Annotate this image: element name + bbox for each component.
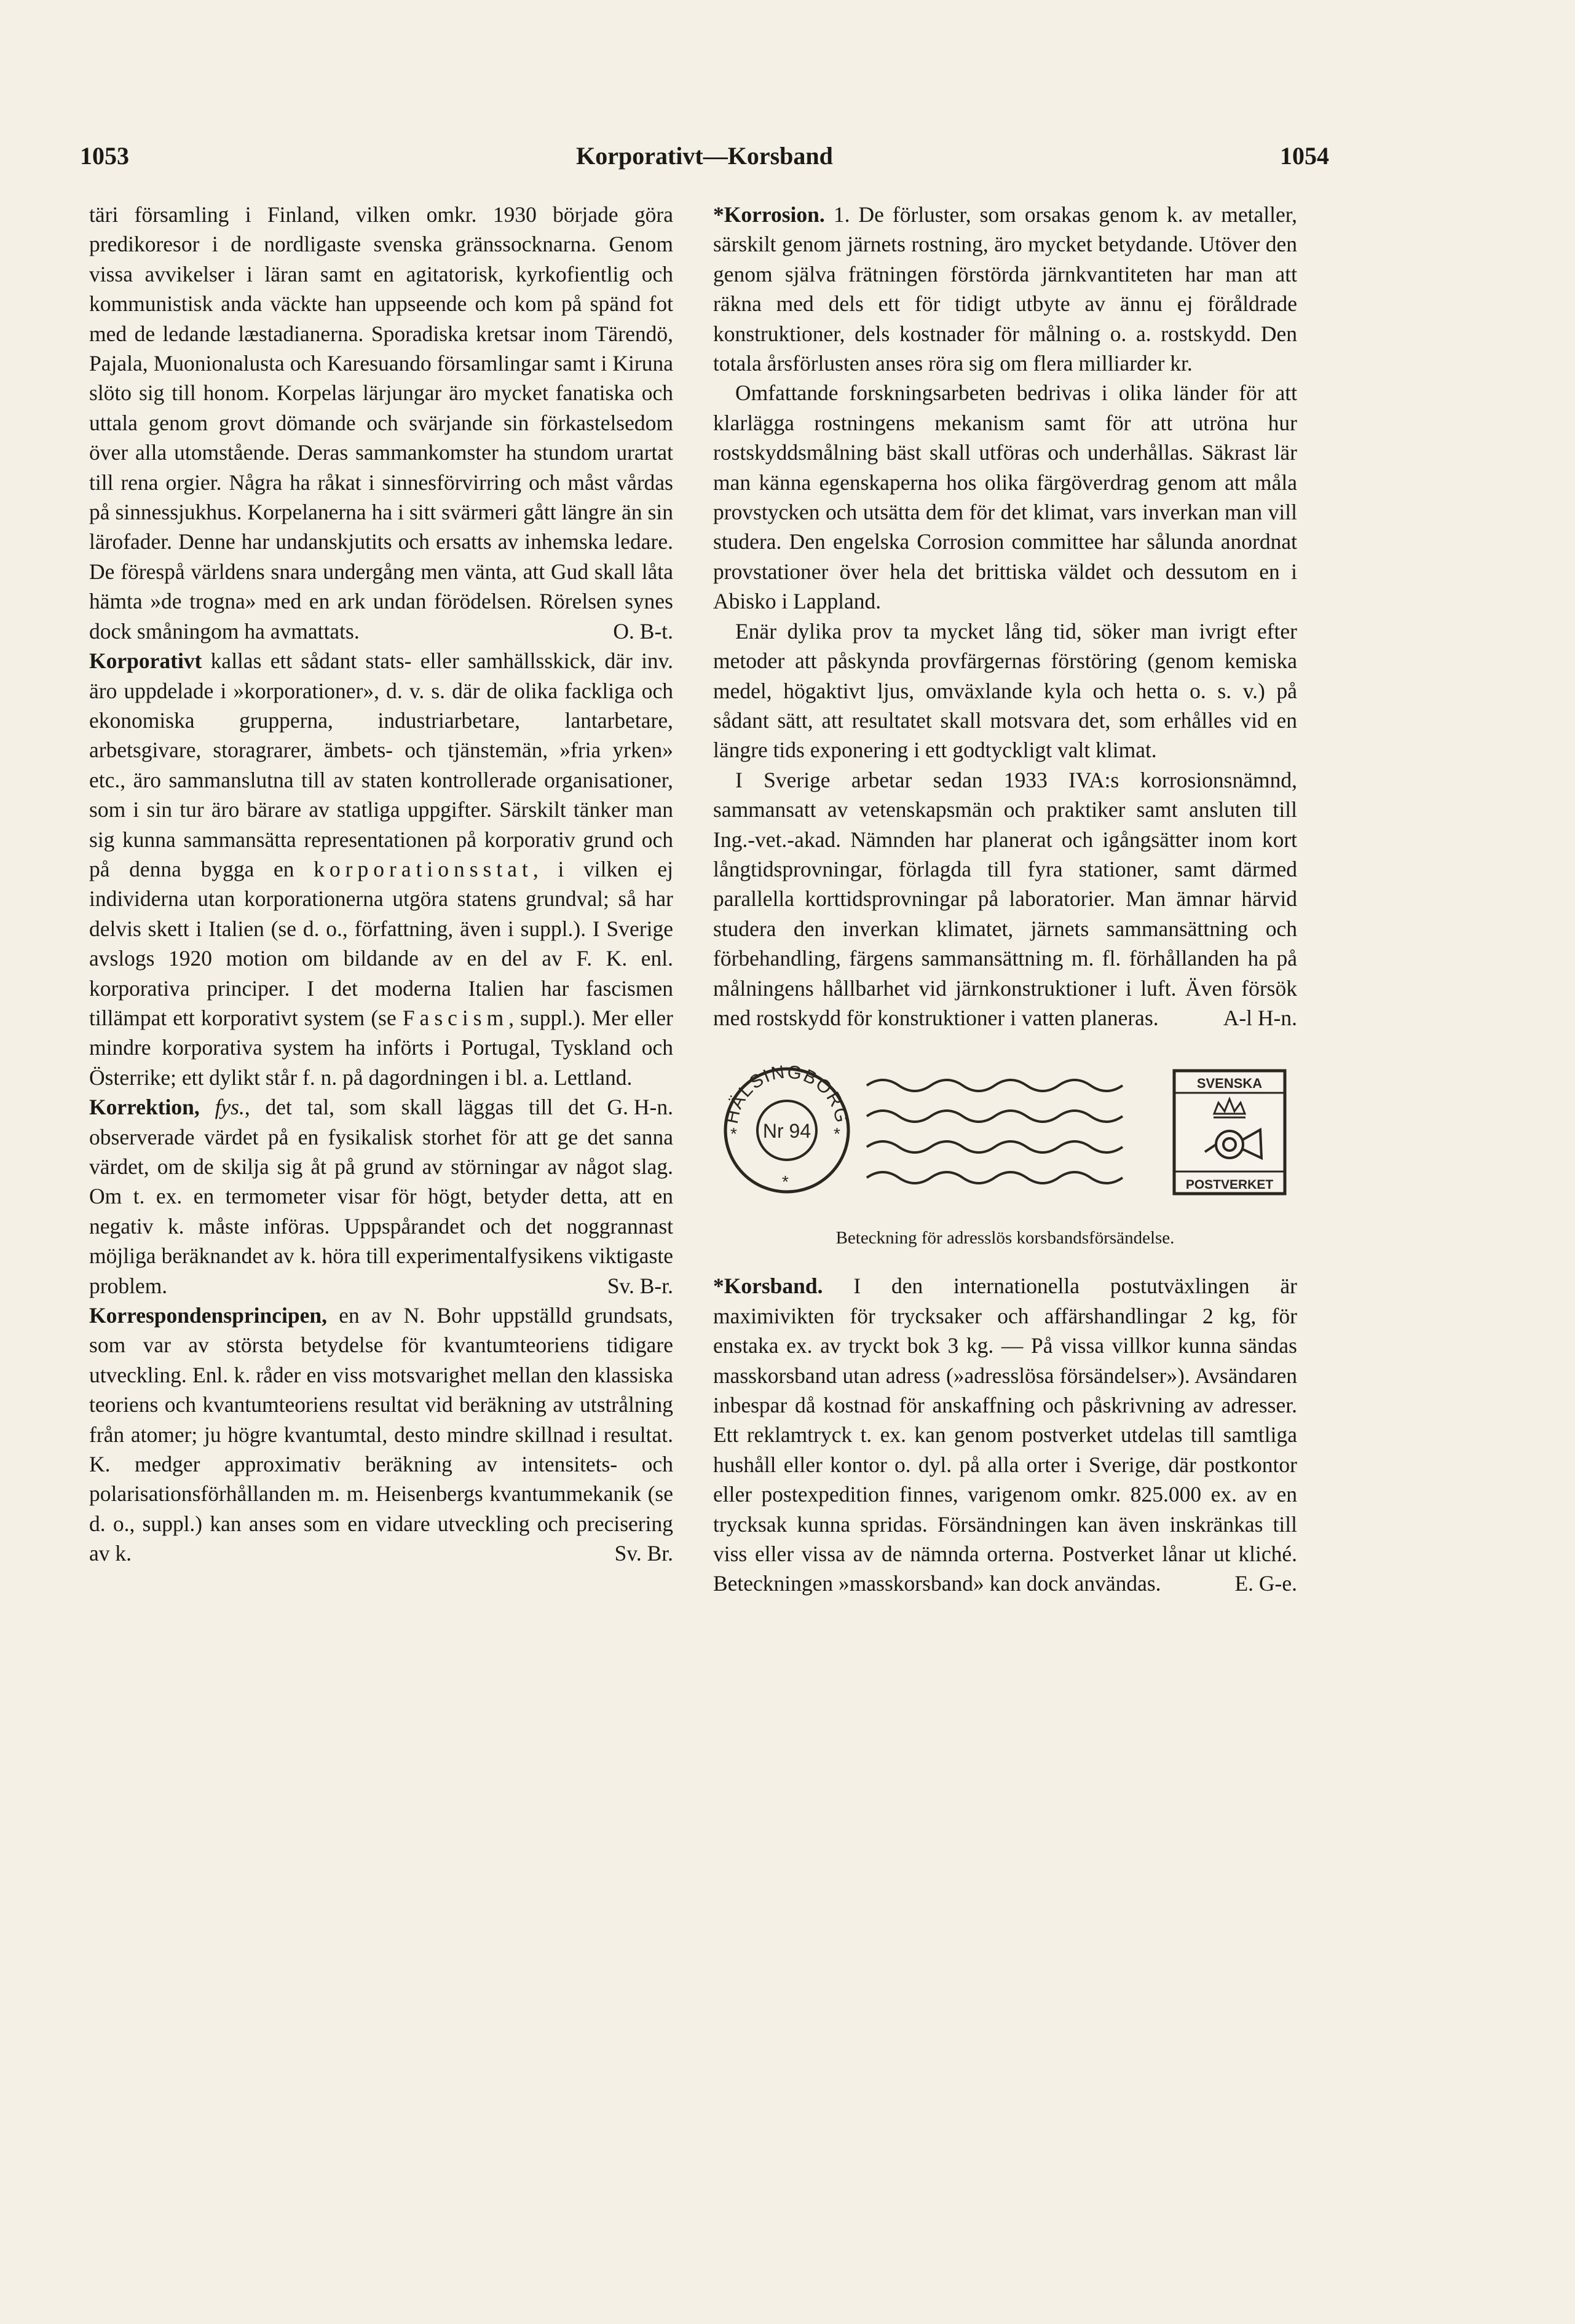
page-header (80, 141, 1329, 178)
left-column (89, 200, 673, 1569)
svg-text:*: * (782, 1172, 789, 1192)
entry-korrosion: *Korrosion. 1. De förluster, som orsakas genom k. av metaller, särskilt genom järnets rostning, äro mycket betydande. Utöver den genom själva frätningen förstörda järnkvantiteten har man att räkna med dels ett för tidigt utbyte av ännu ej föråldrade konstruktioner, dels kostnader för målning o. a. rostskydd. Den totala årsförlusten anses röra sig om flera milliarder kr. (713, 202, 1297, 376)
korrosion-paragraph-2: Omfattande forskningsarbeten bedrivas i olika länder för att klarlägga rostningens mekanism samt för att utröna hur rostskyddsmålning bäst skall utföras och underhållas. Säkrast lär man känna egenskaperna hos olika färgöverdrag genom att måla provstycken och utsätta dem för det klimat, vars inverkan man vill studera. Den engelska Corrosion committee har sålunda anordnat provstationer över hela det brittiska väldet och dessutom en i Abisko i Lappland. (713, 380, 1297, 614)
svenska-postverket-stamp (1174, 1071, 1285, 1194)
page-number-left: 1053 (80, 142, 129, 170)
korrosion-paragraph-4: I Sverige arbetar sedan 1933 IVA:s korrosionsnämnd, sammansatt av vetenskapsmän och praktiker samt ansluten till Ing.-vet.-akad. Nämnden har planerat och igångsätter inom kort långtidsprovningar, förlagda till fyra stationer, samt därmed parallella korttidsprovningar på laboratorier. Man ämnar härvid studera den inverkan klimatet, järnets sammansättning och förbehandling, färgens sammansättning m. fl. förhållanden ha på målningens hållbarhet vid järnkonstruktioner i luft. Även försök med rostskydd för konstruktioner i vatten planeras. A-l H-n. (713, 765, 1297, 1033)
svg-text:*: * (834, 1124, 840, 1144)
figure-caption: Beteckning för adresslös korsbandsförsändelse. (835, 1228, 1175, 1248)
korsband-marking-figure (713, 1054, 1297, 1219)
entry-korrektion: Korrektion, fys., det tal, som skall läggas till det observerade värdet på en fysikalisk storhet för att ge det sanna värdet, om de skilja sig åt på grund av störningar av något slag. Om t. ex. en termometer visar för högt, betyder detta, att en negativ k. måste införas. Uppspårandet och det noggrannast möjliga beräknandet av k. höra till experimentalfysikens viktigaste problem. Sv. B-r. (89, 1092, 673, 1301)
entry-korsband: *Korsband. I den internationella postutväxlingen är maximivikten för trycksaker och affärshandlingar 2 kg, för enstaka ex. av tryckt bok 3 kg. — På vissa villkor kunna sändas masskorsband utan adress (»adresslösa försändelser»). Avsändaren inbespar då kostnad för anskaffning och påskrivning av adresser. Ett reklamtryck t. ex. kan genom postverket utdelas till samtliga hushåll eller kontor o. dyl. på alla orter i Sverige, där postkontor eller postexpedition finnes, varigenom omkr. 825.000 ex. av en trycksak kunna spridas. Försändningen kan även inskränkas till viss eller vissa av de nämnda orterna. Postverket lånar ut kliché. Beteckningen »masskorsband» kan dock användas. E. G-e. (713, 1271, 1297, 1598)
signature: A-l H-n. (1223, 1005, 1297, 1030)
page-number-right: 1054 (1280, 142, 1329, 170)
svg-text:*: * (730, 1124, 737, 1144)
subject-abbreviation: fys. (215, 1095, 245, 1120)
signature: E. G-e. (1234, 1571, 1297, 1596)
right-column (713, 200, 1297, 1599)
headword: Korrektion, (89, 1095, 200, 1120)
stamp-top-text: SVENSKA (1196, 1076, 1263, 1092)
signature: G. H-n. (607, 1095, 673, 1120)
headword: Korrespondensprincipen, (89, 1303, 327, 1328)
signature: Sv. B-r. (607, 1273, 673, 1298)
signature: Sv. Br. (614, 1541, 673, 1566)
korrosion-paragraph-3: Enär dylika prov ta mycket lång tid, söker man ivrigt efter metoder att påskynda provfärgernas förstöring (genom kemiska medel, högaktivt ljus, omväxlande kyla och hetta o. s. v.) på sådant sätt, att resultatet skall motsvara det, som erhålles vid en längre tids exponering i ett godtyckligt valt klimat. (713, 618, 1297, 763)
postmark-icon (722, 1062, 852, 1192)
entry-korporativt: Korporativt kallas ett sådant stats- eller samhällsskick, där inv. äro uppdelade i »korporationer», d. v. s. där de olika fackliga och ekonomiska grupperna, industriarbetare, lantarbetare, arbetsgivare, storagrarer, ämbets- och tjänstemän, »fria yrken» etc., äro sammanslutna till av staten kontrollerade organisationer, som i sin tur äro bärare av statliga uppgifter. Särskilt tänker man sig kunna sammansätta representationen på korporativ grund och på denna bygga en korporationsstat, i vilken ej individerna utan korporationerna utgöra statens grundval; så har delvis skett i Italien (se d. o., författning, även i suppl.). I Sverige avslogs 1920 motion om bildande av en del av F. K. enl. korporativa principer. I det moderna Italien har fascismen tillämpat ett korporativt system (se Fascism, suppl.). Mer eller mindre korporativa system ha införts i Portugal, Tyskland och Österrike; ett dylikt står f. n. på dagordningen i bl. a. Lettland. G. H-n. (89, 646, 673, 1092)
korpelaner-continuation: täri församling i Finland, vilken omkr. 1930 började göra predikoresor i de nordligaste svenska gränssocknarna. Genom vissa avvikelser i läran samt en agitatorisk, kyrkofientlig och kommunistisk anda väckte han uppseende och kom på spänd fot med de ledande læstadianerna. Sporadiska kretsar inom Tärendö, Pajala, Muonionalusta och Karesuando församlingar samt i Kiruna slöto sig till honom. Korpelas lärjungar äro mycket fanatiska och uttala genom grovt dömande och svärjande sin förkastelsedom över alla utomstående. Deras sammankomster ha stundom urartat till rena orgier. Några ha råkat i sinnesförvirring och måst vårdas på sinnessjukhus. Korpelanerna ha i sitt svärmeri gått längre än sin lärofader. Denne har undanskjutits och ersatts av inhemska ledare. De förespå världens snara undergång men vänta, att Gud skall låta hämta »de trogna» med en ark undan förödelsen. Rörelsen synes dock småningom ha avmattats. O. B-t. (89, 200, 673, 646)
cancellation-waves (867, 1080, 1123, 1183)
spaced-term: korporationsstat (314, 856, 533, 881)
headword: Korporativt (89, 648, 202, 674)
svg-text:HÄLSINGBORG (722, 1062, 852, 1126)
spaced-term: Fascism (402, 1005, 509, 1030)
postmark-city: HÄLSINGBORG (721, 1062, 853, 1126)
stamp-bottom-text: POSTVERKET (1185, 1178, 1274, 1192)
signature: O. B-t. (613, 618, 673, 644)
running-title: Korporativt—Korsband (576, 142, 833, 170)
headword: *Korsband. (713, 1274, 823, 1299)
headword: *Korrosion. (713, 202, 825, 227)
postmark-number: Nr 94 (762, 1120, 811, 1143)
postmark-illustration (713, 1054, 1297, 1219)
entry-korrespondensprincipen: Korrespondensprincipen, en av N. Bohr uppställd grundsats, som var av största betydelse för kvantumteoriens tidigare utveckling. Enl. k. råder en viss motsvarighet mellan den klassiska teoriens och kvantumteoriens resultat vid beräkning av utstrålning från atomer; ju högre kvantumtal, desto mindre skillnad i resultat. K. medger approximativ beräkning av intensitets- och polarisationsförhållanden m. m. Heisenbergs kvantummekanik (se d. o., suppl.) kan anses som en vidare utveckling och precisering av k. Sv. Br. (89, 1301, 673, 1569)
